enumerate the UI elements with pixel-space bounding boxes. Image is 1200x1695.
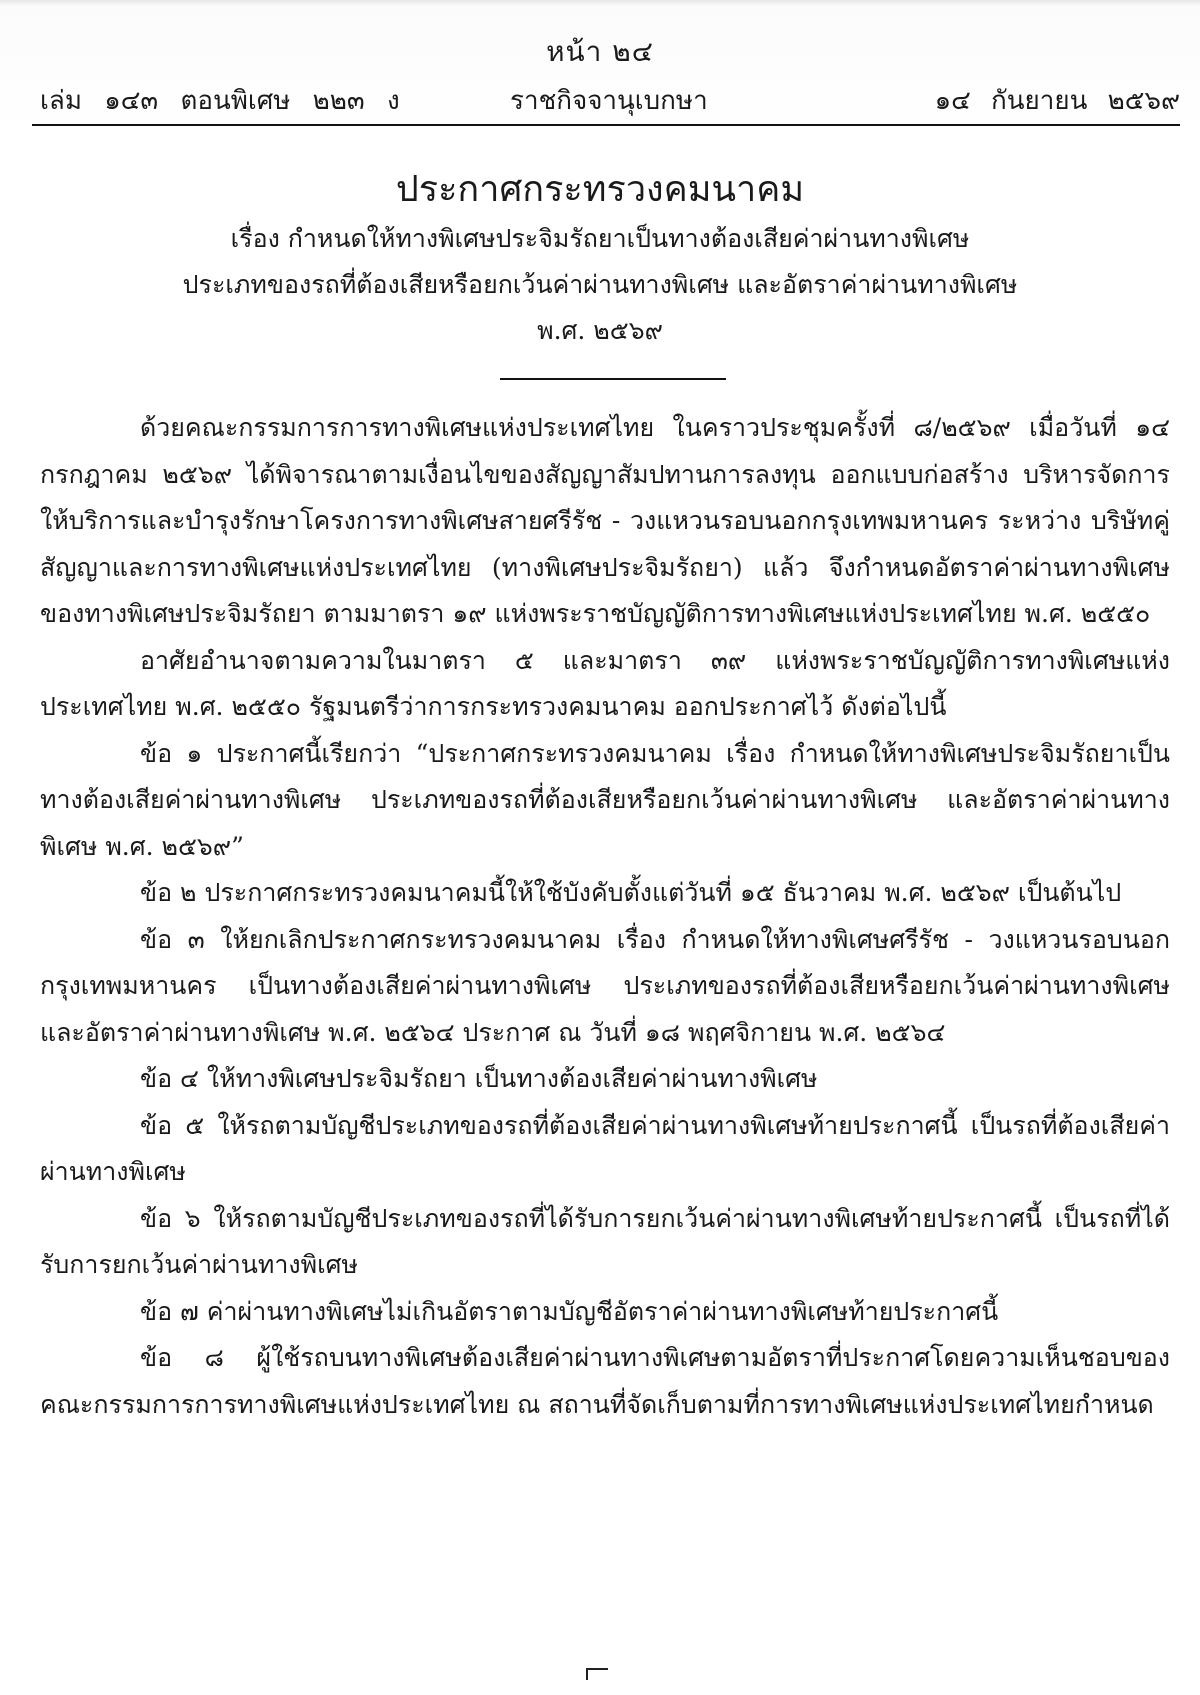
authority-paragraph: อาศัยอำนาจตามความในมาตรา ๕ และมาตรา ๓๙ แห่งพระราชบัญญัติการทางพิเศษแห่งประเทศไทย พ.ศ. ๒๕๕๐ รัฐมนตรีว่าการกระทรวงคมนาคม ออกประกาศไว้ ดังต่อไปนี้ bbox=[40, 645, 1170, 721]
gazette-header bbox=[40, 80, 1180, 120]
scan-edge-shadow bbox=[0, 0, 1200, 6]
clause-4: ข้อ ๔ ให้ทางพิเศษประจิมรัถยา เป็นทางต้องเสียค่าผ่านทางพิเศษ bbox=[140, 1064, 818, 1093]
subject-line: เรื่อง กำหนดให้ทางพิเศษประจิมรัถยาเป็นทางต้องเสียค่าผ่านทางพิเศษ bbox=[230, 224, 970, 253]
announcement-title: ประกาศกระทรวงคมนาคม bbox=[395, 169, 805, 210]
page-continuation-mark bbox=[586, 1668, 608, 1680]
clause-8: ข้อ ๘ ผู้ใช้รถบนทางพิเศษต้องเสียค่าผ่านทางพิเศษตามอัตราที่ประกาศโดยความเห็นชอบของคณะกรรมการการทางพิเศษแห่งประเทศไทย ณ สถานที่จัดเก็บตามที่การทางพิเศษแห่งประเทศไทยกำหนด bbox=[40, 1343, 1170, 1419]
page-number: หน้า ๒๔ bbox=[546, 35, 654, 68]
clause-3: ข้อ ๓ ให้ยกเลิกประกาศกระทรวงคมนาคม เรื่อง กำหนดให้ทางพิเศษศรีรัช - วงแหวนรอบนอกกรุงเทพมหานคร เป็นทางต้องเสียค่าผ่านทางพิเศษ ประเภทของรถที่ต้องเสียหรือยกเว้นค่าผ่านทางพิเศษ และอัตราค่าผ่านทางพิเศษ พ.ศ. ๒๕๖๔ ประกาศ ณ วันที่ ๑๘ พฤศจิกายน พ.ศ. ๒๕๖๔ bbox=[40, 924, 1170, 1047]
header-rule bbox=[32, 124, 1180, 126]
announcement-body bbox=[40, 405, 1170, 1428]
clause-5: ข้อ ๕ ให้รถตามบัญชีประเภทของรถที่ต้องเสียค่าผ่านทางพิเศษท้ายประกาศนี้ เป็นรถที่ต้องเสียค่าผ่านทางพิเศษ bbox=[40, 1110, 1170, 1186]
clause-1: ข้อ ๑ ประกาศนี้เรียกว่า “ประกาศกระทรวงคมนาคม เรื่อง กำหนดให้ทางพิเศษประจิมรัถยาเป็นทางต้องเสียค่าผ่านทางพิเศษ ประเภทของรถที่ต้องเสียหรือยกเว้นค่าผ่านทางพิเศษ และอัตราค่าผ่านทางพิเศษ พ.ศ. ๒๕๖๙” bbox=[40, 738, 1170, 861]
volume-issue: เล่ม ๑๔๓ ตอนพิเศษ ๒๒๓ ง bbox=[40, 86, 400, 116]
subject-line: ประเภทของรถที่ต้องเสียหรือยกเว้นค่าผ่านทางพิเศษ และอัตราค่าผ่านทางพิเศษ bbox=[182, 270, 1018, 299]
preamble-paragraph: ด้วยคณะกรรมการการทางพิเศษแห่งประเทศไทย ในคราวประชุมครั้งที่ ๘/๒๕๖๙ เมื่อวันที่ ๑๔ กรกฎาคม ๒๕๖๙ ได้พิจารณาตามเงื่อนไขของสัญญาสัมปทานการลงทุน ออกแบบก่อสร้าง บริหารจัดการ ให้บริการและบำรุงรักษาโครงการทางพิเศษสายศรีรัช - วงแหวนรอบนอกกรุงเทพมหานคร ระหว่าง บริษัทคู่สัญญาและการทางพิเศษแห่งประเทศไทย (ทางพิเศษประจิมรัถยา) แล้ว จึงกำหนดอัตราค่าผ่านทางพิเศษของทางพิเศษประจิมรัถยา ตามมาตรา ๑๙ แห่งพระราชบัญญัติการทางพิเศษแห่งประเทศไทย พ.ศ. ๒๕๕๐ bbox=[40, 413, 1170, 628]
subject-year: พ.ศ. ๒๕๖๙ bbox=[537, 316, 663, 345]
clause-7: ข้อ ๗ ค่าผ่านทางพิเศษไม่เกินอัตราตามบัญชีอัตราค่าผ่านทางพิเศษท้ายประกาศนี้ bbox=[140, 1296, 999, 1326]
clause-2: ข้อ ๒ ประกาศกระทรวงคมนาคมนี้ให้ใช้บังคับตั้งแต่วันที่ ๑๕ ธันวาคม พ.ศ. ๒๕๖๙ เป็นต้นไป bbox=[140, 878, 1122, 907]
title-divider bbox=[500, 378, 726, 380]
announcement-subject bbox=[60, 216, 1140, 354]
publication-date: ๑๔ กันยายน ๒๕๖๙ bbox=[934, 86, 1180, 116]
clause-6: ข้อ ๖ ให้รถตามบัญชีประเภทของรถที่ได้รับการยกเว้นค่าผ่านทางพิเศษท้ายประกาศนี้ เป็นรถที่ได้รับการยกเว้นค่าผ่านทางพิเศษ bbox=[40, 1203, 1170, 1279]
publication-name: ราชกิจจานุเบกษา bbox=[510, 86, 708, 116]
